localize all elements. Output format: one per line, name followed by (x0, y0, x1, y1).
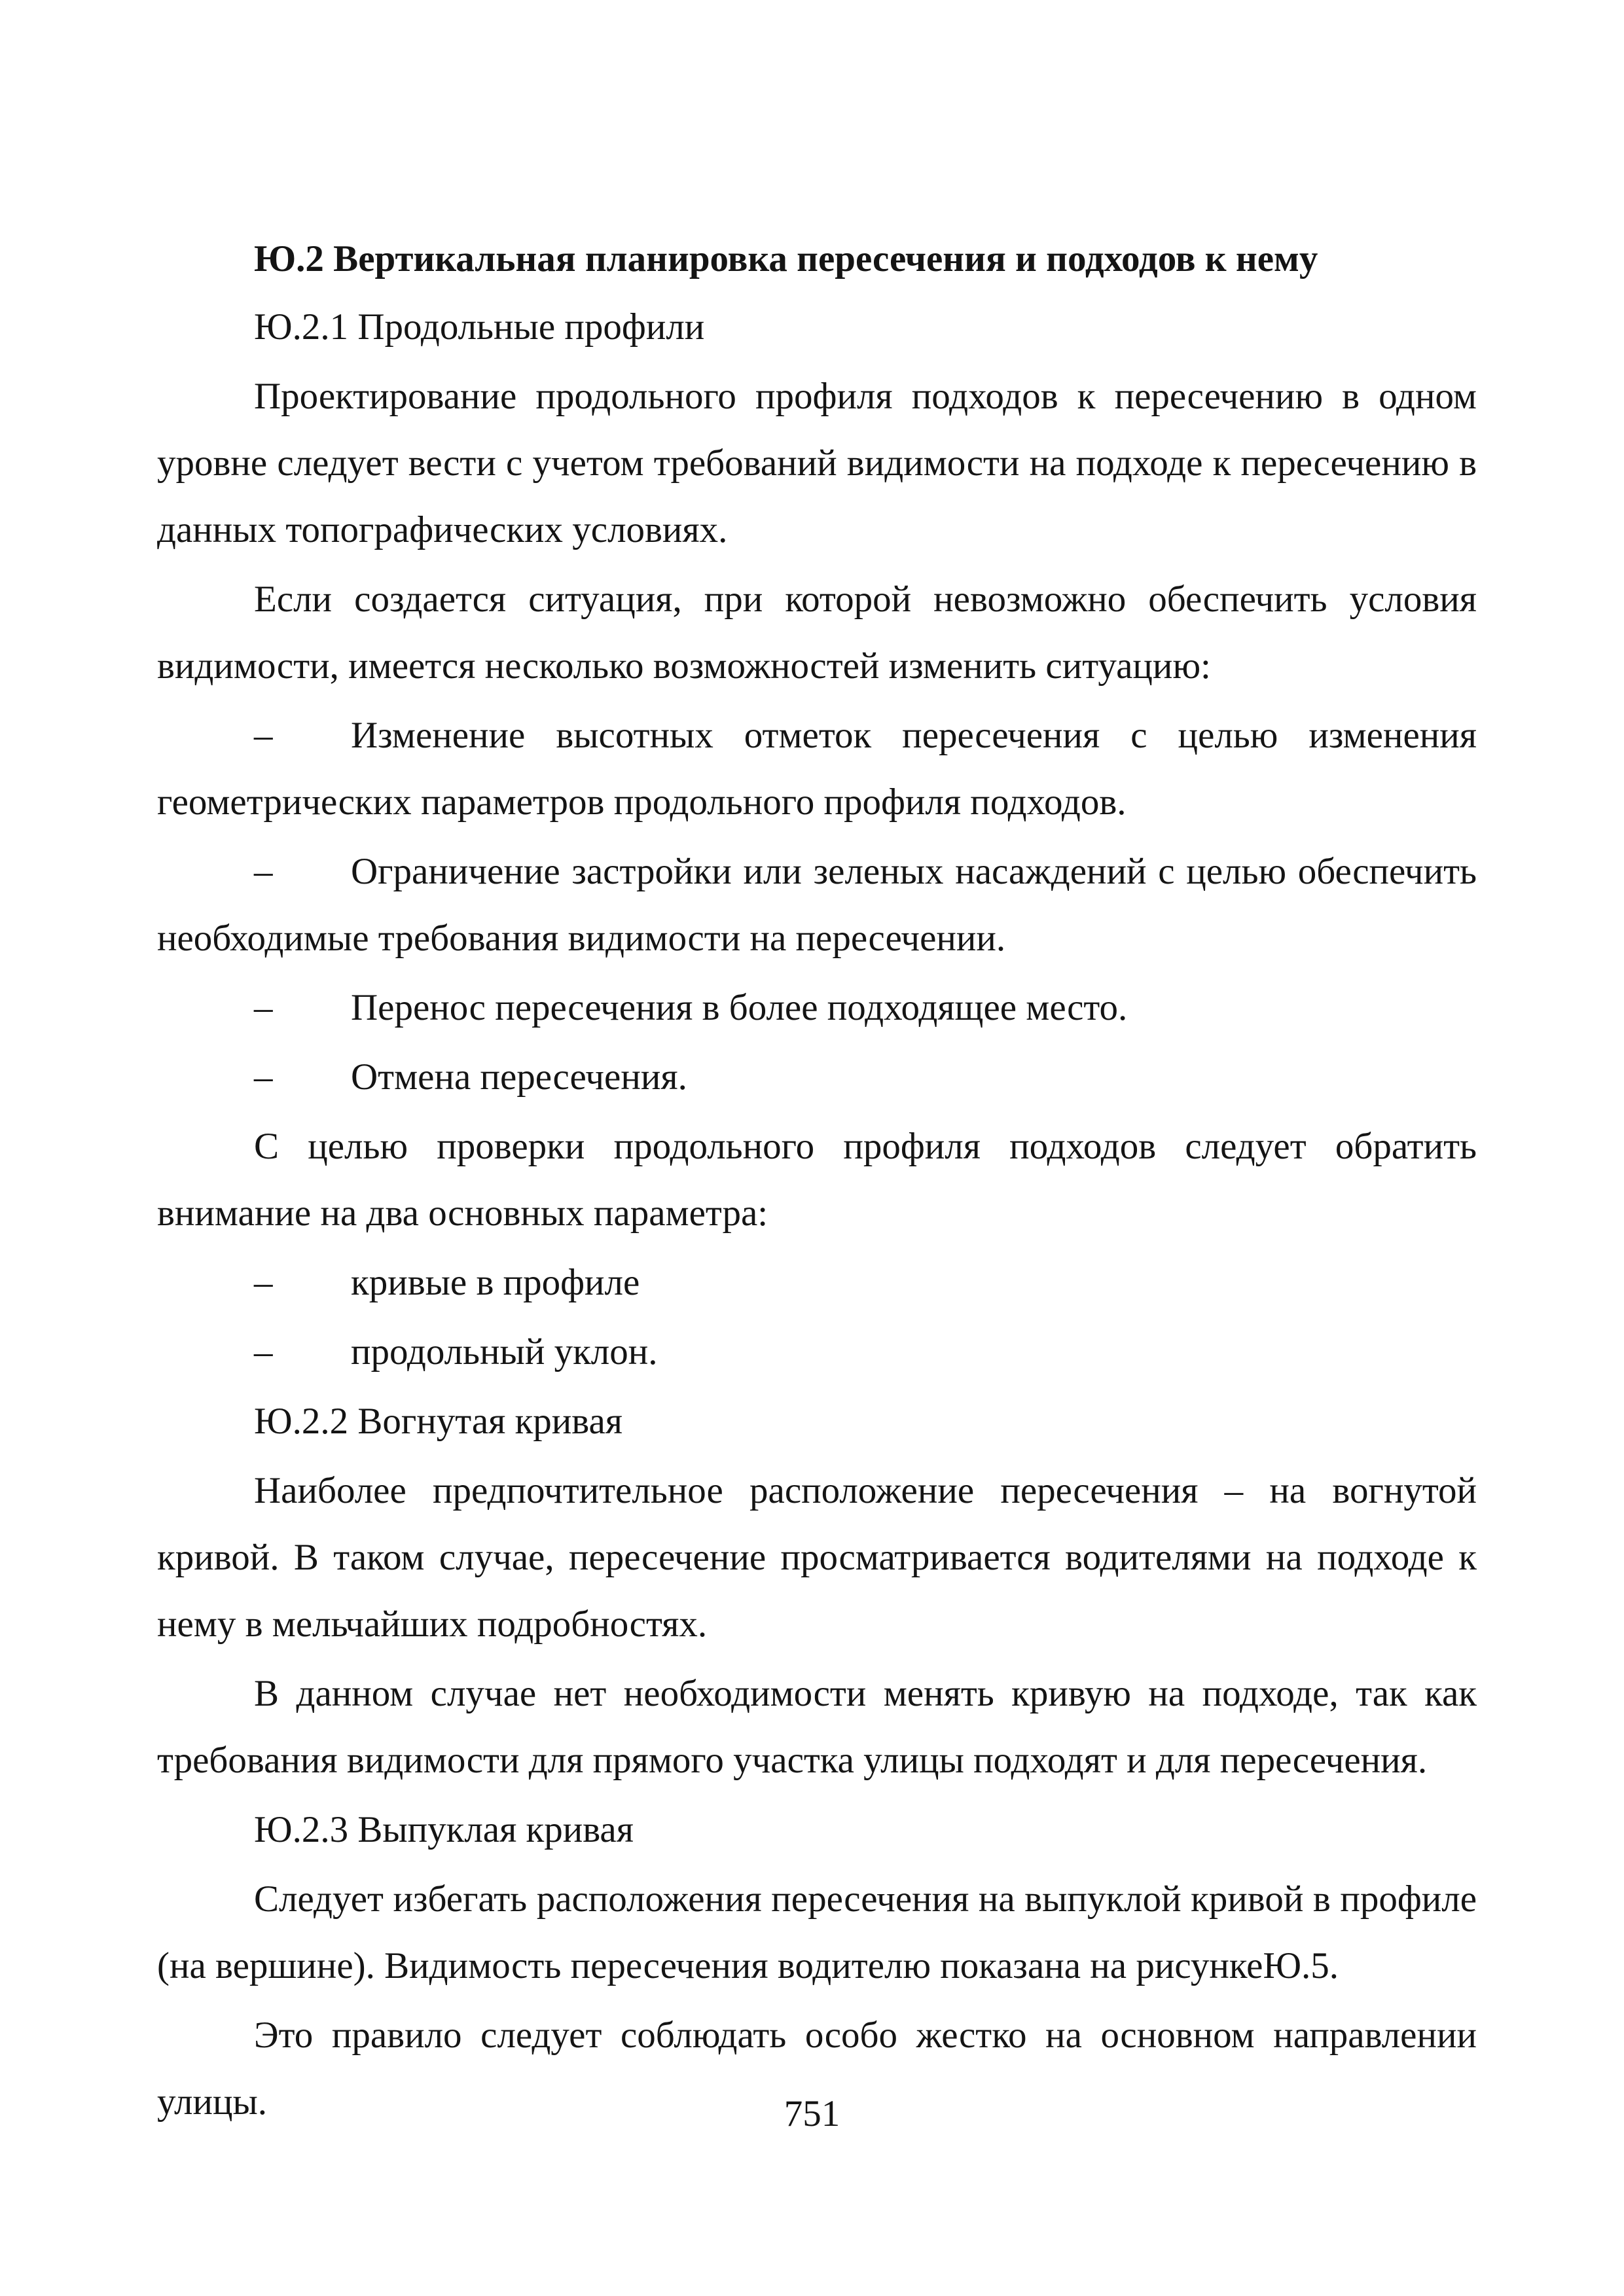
subsection-title-concave-curve: Ю.2.2 Вогнутая кривая (254, 1401, 623, 1442)
subsection-title-longitudinal-profiles: Ю.2.1 Продольные профили (254, 306, 705, 348)
list-dash: – (254, 1331, 273, 1372)
list-item-text: Отмена пересечения. (351, 1056, 687, 1098)
list-item-text: Изменение высотных отметок пересечения с целью изменения геометрических параметров продольного профиля подходов. (157, 715, 1477, 823)
list-dash: – (254, 851, 273, 892)
list-item-text: продольный уклон. (351, 1331, 658, 1372)
paragraph-profile-design: Проектирование продольного профиля подходов к пересечению в одном уровне следует вести с учетом требований видимости на подходе к пересечению в данных топографических условиях. (157, 376, 1477, 550)
paragraph-check-parameters: С целью проверки продольного профиля подходов следует обратить внимание на два основных параметра: (157, 1126, 1477, 1234)
paragraph-convex-rule: Это правило следует соблюдать особо жестко на основном направлении улицы. (157, 2015, 1477, 2123)
page-number: 751 (784, 2093, 840, 2134)
list-dash: – (254, 987, 273, 1028)
list-dash: – (254, 1056, 273, 1098)
subsection-title-convex-curve: Ю.2.3 Выпуклая кривая (254, 1809, 634, 1850)
list-dash: – (254, 1262, 273, 1303)
list-item-text: Ограничение застройки или зеленых насаждений с целью обеспечить необходимые требования видимости на пересечении. (157, 851, 1477, 959)
section-heading: Ю.2 Вертикальная планировка пересечения и подходов к нему (254, 238, 1318, 279)
list-item-text: кривые в профиле (351, 1262, 640, 1303)
paragraph-concave-no-change: В данном случае нет необходимости менять кривую на подходе, так как требования видимости для прямого участка улицы подходят и для пересечения. (157, 1673, 1477, 1781)
list-item-param-1 (157, 1249, 1477, 1316)
paragraph-visibility-options: Если создается ситуация, при которой невозможно обеспечить условия видимости, имеется несколько возможностей изменить ситуацию: (157, 579, 1477, 687)
list-item-text: Перенос пересечения в более подходящее место. (351, 987, 1128, 1028)
list-item-option-4 (157, 1044, 1477, 1111)
paragraph-concave-preferred: Наиболее предпочтительное расположение пересечения – на вогнутой кривой. В таком случае, пересечение просматривается водителями на подходе к нему в мельчайших подробностях. (157, 1470, 1477, 1645)
list-item-param-2 (157, 1319, 1477, 1386)
list-item-option-2 (157, 838, 1477, 972)
paragraph-convex-avoid: Следует избегать расположения пересечения на выпуклой кривой в профиле (на вершине). Видимость пересечения водителю показана на рисункеЮ.5. (157, 1878, 1477, 1986)
document-page (157, 226, 1477, 2138)
list-item-option-3 (157, 975, 1477, 1041)
list-item-option-1 (157, 702, 1477, 836)
list-dash: – (254, 715, 273, 756)
